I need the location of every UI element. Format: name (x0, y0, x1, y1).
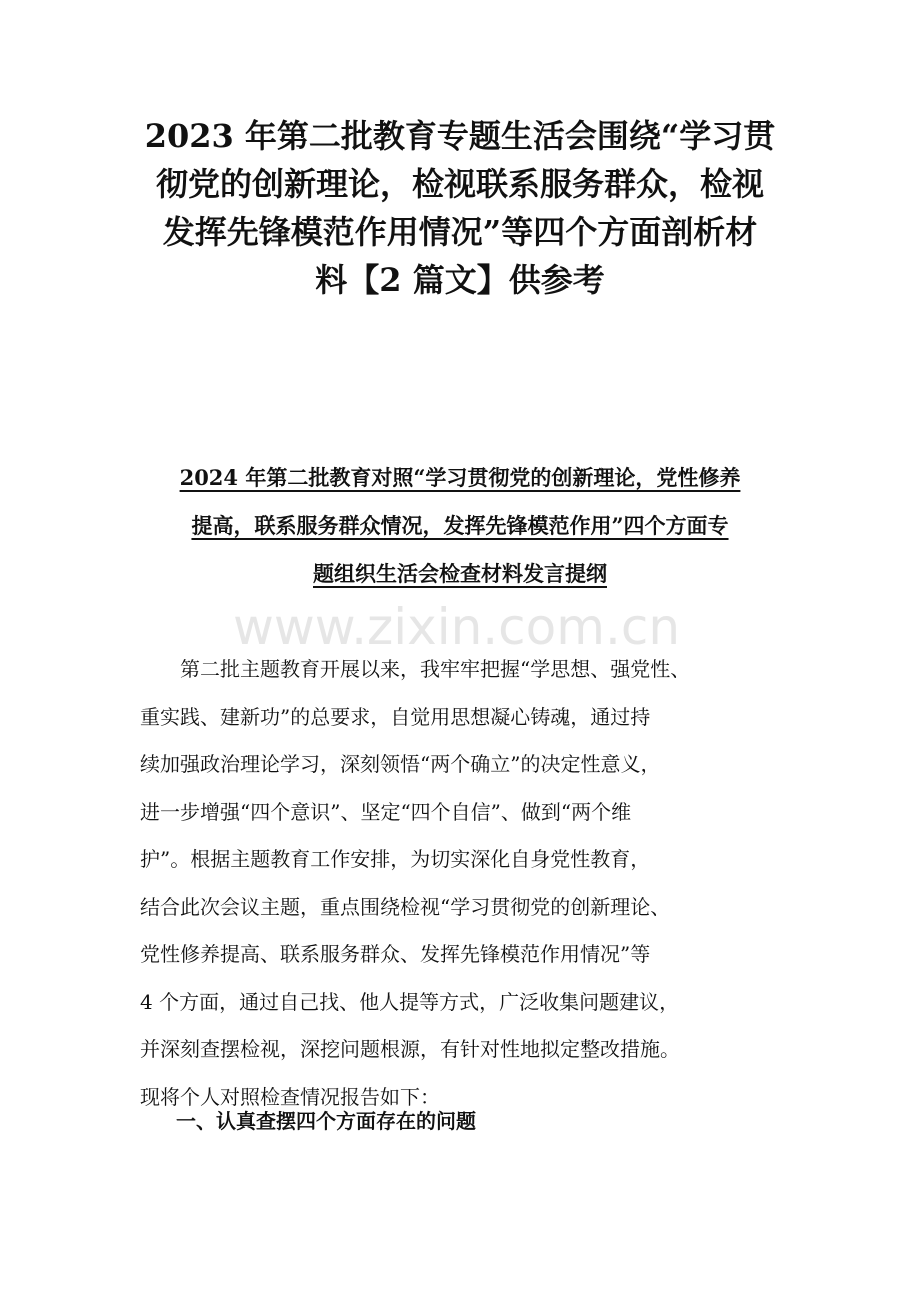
subtitle-line: 题组织生活会检查材料发言提纲 (313, 561, 607, 586)
paragraph-line: 并深刻查摆检视，深挖问题根源，有针对性地拟定整改措施。 (140, 1037, 680, 1061)
section-heading: 一、认真查摆四个方面存在的问题 (176, 1109, 476, 1133)
paragraph-line: 结合此次会议主题，重点围绕检视“学习贯彻党的创新理论、 (140, 894, 671, 919)
document-subtitle (140, 454, 780, 598)
watermark: www.zixin.com.cn (233, 598, 681, 656)
subtitle-line: 提高，联系服务群众情况，发挥先锋模范作用”四个方面专 (191, 513, 729, 538)
subtitle-line: 2024 年第二批教育对照“学习贯彻党的创新理论，党性修养 (179, 465, 741, 490)
paragraph-line: 进一步增强“四个意识”、坚定“四个自信”、做到“两个维 (140, 799, 632, 824)
paragraph-line: 4 个方面，通过自己找、他人提等方式，广泛收集问题建议， (140, 989, 680, 1014)
paragraph-line: 护”。根据主题教育工作安排，为切实深化自身党性教育， (140, 847, 651, 871)
body-paragraph (140, 646, 800, 1121)
paragraph-line: 现将个人对照检查情况报告如下： (140, 1084, 440, 1109)
title-line: 料【2 篇文】供参考 (315, 261, 605, 299)
paragraph-line: 党性修养提高、联系服务群众、发挥先锋模范作用情况”等 (140, 942, 651, 966)
title-line: 发挥先锋模范作用情况”等四个方面剖析材 (162, 213, 758, 251)
paragraph-line: 第二批主题教育开展以来，我牢牢把握“学思想、强党性、 (140, 657, 691, 681)
paragraph-line: 续加强政治理论学习，深刻领悟“两个确立”的决定性意义， (140, 752, 661, 776)
title-line: 2023 年第二批教育专题生活会围绕“学习贯 (144, 117, 776, 155)
document-title (120, 112, 800, 304)
title-line: 彻党的创新理论，检视联系服务群众，检视 (155, 165, 764, 203)
paragraph-line: 重实践、建新功”的总要求，自觉用思想凝心铸魂，通过持 (140, 704, 651, 729)
